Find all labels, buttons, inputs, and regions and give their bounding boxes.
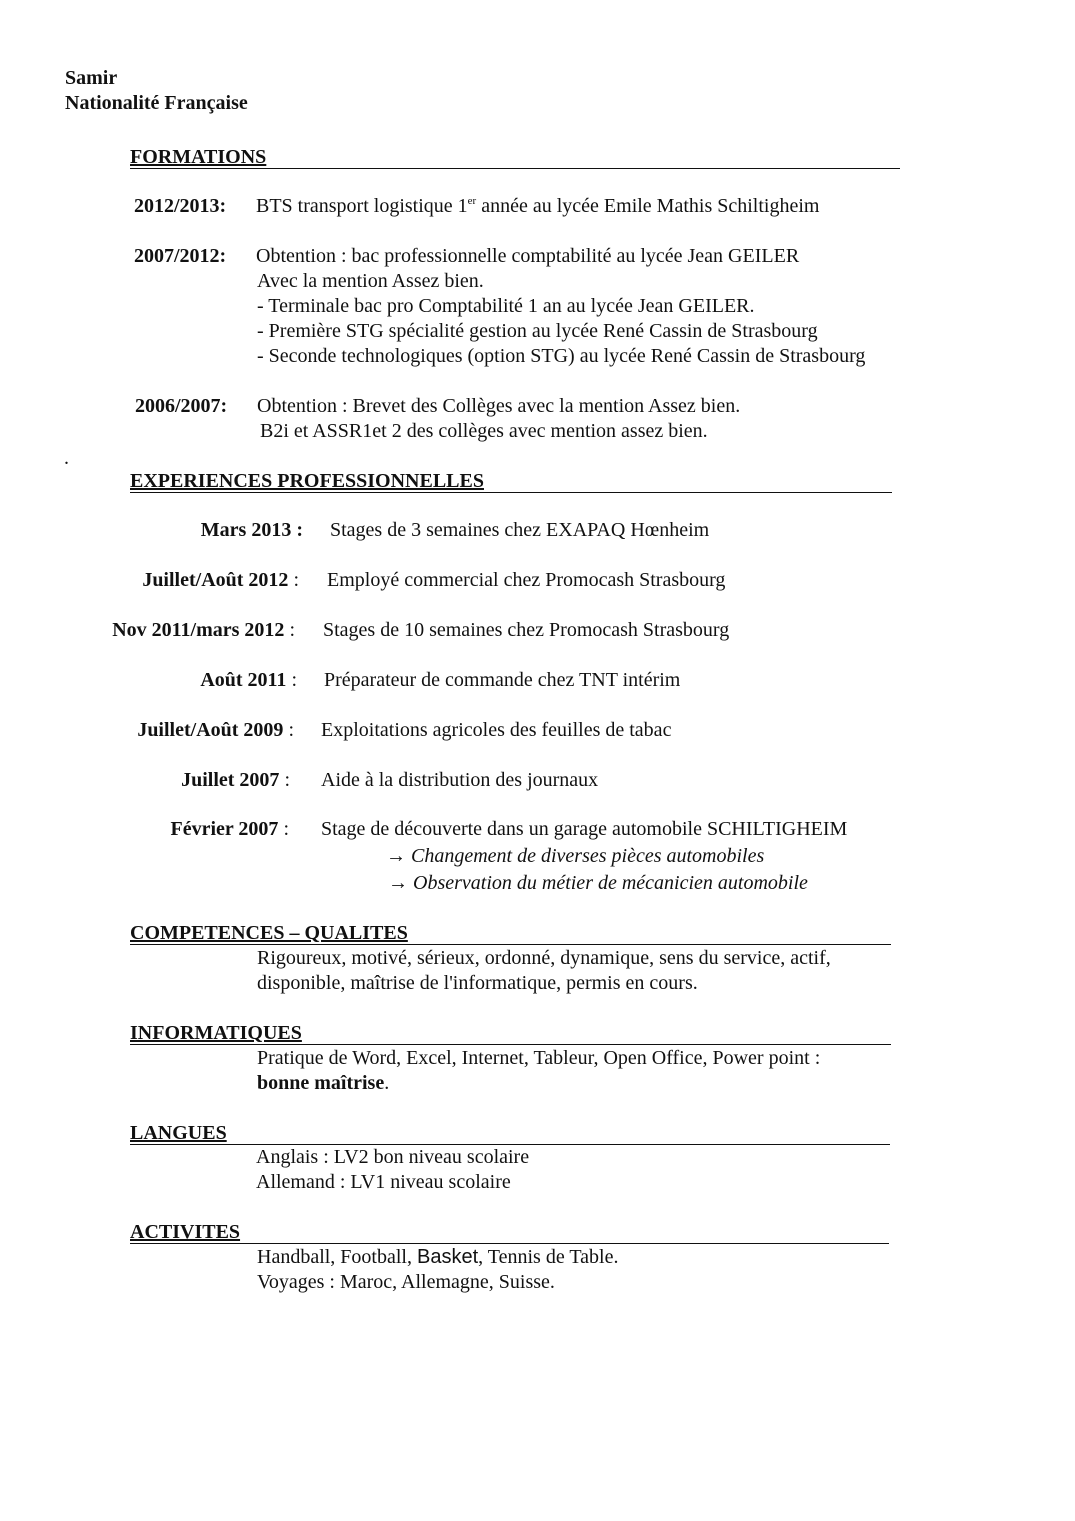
section-activites-title: ACTIVITES	[130, 1221, 889, 1244]
competences-text: disponible, maîtrise de l'informatique, permis en cours.	[257, 972, 698, 994]
experience-text: Préparateur de commande chez TNT intérim	[324, 669, 681, 691]
experience-text: Stages de 10 semaines chez Promocash Strasbourg	[323, 619, 730, 641]
experience-subtask: → Observation du métier de mécanicien automobile	[388, 872, 808, 894]
stray-dot: .	[64, 447, 69, 469]
experience-date: Juillet/Août 2009 :	[137, 719, 294, 741]
informatiques-text: Pratique de Word, Excel, Internet, Tableur, Open Office, Power point :	[257, 1047, 821, 1069]
experience-date: Mars 2013 :	[200, 519, 303, 541]
experience-text: Exploitations agricoles des feuilles de tabac	[321, 719, 672, 741]
formation-text: BTS transport logistique 1er année au lycée Emile Mathis Schiltigheim	[256, 195, 820, 217]
formation-text: Obtention : Brevet des Collèges avec la mention Assez bien.	[257, 395, 741, 417]
experience-date: Juillet/Août 2012 :	[142, 569, 299, 591]
experience-date: Nov 2011/mars 2012 :	[112, 619, 295, 641]
arrow-right-icon: →	[388, 872, 408, 894]
langues-text: Allemand : LV1 niveau scolaire	[256, 1171, 511, 1193]
experience-text: Employé commercial chez Promocash Strasbourg	[327, 569, 726, 591]
formation-text: Obtention : bac professionnelle comptabilité au lycée Jean GEILER	[256, 245, 800, 267]
formation-text: Avec la mention Assez bien.	[257, 270, 484, 292]
formation-date: 2006/2007:	[135, 395, 228, 417]
section-informatiques-title: INFORMATIQUES	[130, 1022, 891, 1045]
formation-date: 2012/2013:	[134, 195, 227, 217]
formation-text: - Terminale bac pro Comptabilité 1 an au lycée Jean GEILER.	[257, 295, 755, 317]
experience-subtask: → Changement de diverses pièces automobiles	[386, 845, 765, 867]
experience-text: Stages de 3 semaines chez EXAPAQ Hœnheim	[330, 519, 710, 541]
candidate-name: Samir	[65, 67, 118, 89]
experience-date: Août 2011 :	[200, 669, 297, 691]
experience-text: Stage de découverte dans un garage automobile SCHILTIGHEIM	[321, 818, 848, 840]
formation-text: - Seconde technologiques (option STG) au lycée René Cassin de Strasbourg	[257, 345, 866, 367]
formation-text: B2i et ASSR1et 2 des collèges avec mention assez bien.	[260, 420, 708, 442]
langues-text: Anglais : LV2 bon niveau scolaire	[256, 1146, 530, 1168]
activites-text: Handball, Football, Basket, Tennis de Table.	[257, 1246, 619, 1268]
section-experiences-title: EXPERIENCES PROFESSIONNELLES	[130, 470, 892, 493]
competences-text: Rigoureux, motivé, sérieux, ordonné, dynamique, sens du service, actif,	[257, 947, 831, 969]
informatiques-text: bonne maîtrise.	[257, 1072, 390, 1094]
experience-text: Aide à la distribution des journaux	[321, 769, 599, 791]
activites-text: Voyages : Maroc, Allemagne, Suisse.	[257, 1271, 555, 1293]
nationality: Nationalité Française	[65, 92, 248, 114]
experience-date: Février 2007 :	[170, 818, 289, 840]
section-formations-title: FORMATIONS	[130, 146, 900, 169]
experience-date: Juillet 2007 :	[181, 769, 290, 791]
section-competences-title: COMPETENCES – QUALITES	[130, 922, 891, 945]
section-langues-title: LANGUES	[130, 1122, 890, 1145]
formation-text: - Première STG spécialité gestion au lycée René Cassin de Strasbourg	[257, 320, 818, 342]
arrow-right-icon: →	[386, 845, 406, 867]
formation-date: 2007/2012:	[134, 245, 227, 267]
